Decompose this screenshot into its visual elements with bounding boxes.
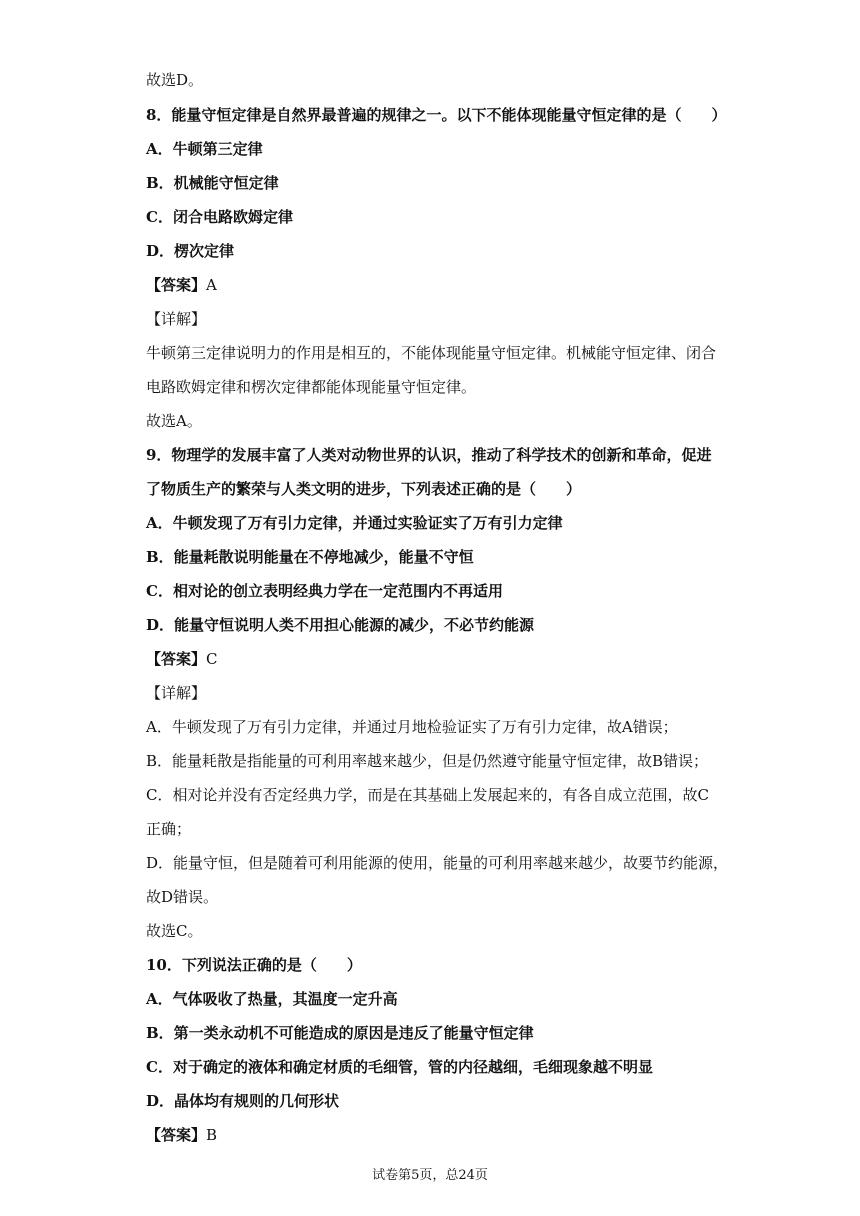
question-8-stem: 8．能量守恒定律是自然界最普遍的规律之一。以下不能体现能量守恒定律的是（ ）: [146, 106, 727, 124]
answer-value: C: [206, 650, 218, 668]
question-10-option-c: C．对于确定的液体和确定材质的毛细管，管的内径越细，毛细现象越不明显: [146, 1058, 653, 1076]
question-8-option-a: A．牛顿第三定律: [146, 140, 263, 158]
text-line: 牛顿第三定律说明力的作用是相互的，不能体现能量守恒定律。机械能守恒定律、闭合: [146, 344, 717, 362]
text-line: D．能量守恒，但是随着可利用能源的使用，能量的可利用率越来越少，故要节约能源，: [146, 854, 729, 872]
answer-label: 【答案】: [146, 276, 207, 294]
question-10-option-d: D．晶体均有规则的几何形状: [146, 1092, 340, 1110]
question-9-option-c: C．相对论的创立表明经典力学在一定范围内不再适用: [146, 582, 503, 600]
question-9-option-d: D．能量守恒说明人类不用担心能源的减少，不必节约能源: [146, 616, 535, 634]
explanation-label: 【详解】: [146, 684, 207, 702]
answer-label: 【答案】: [146, 1126, 207, 1144]
text-line: 电路欧姆定律和楞次定律都能体现能量守恒定律。: [146, 378, 477, 396]
answer-line: [146, 1125, 217, 1145]
answer-value: A: [206, 276, 217, 294]
question-9-option-a: A．牛顿发现了万有引力定律，并通过实验证实了万有引力定律: [146, 514, 563, 532]
question-8-option-c: C．闭合电路欧姆定律: [146, 208, 293, 226]
explanation-label: 【详解】: [146, 310, 207, 328]
answer-line: [146, 649, 218, 669]
answer-line: [146, 275, 217, 295]
question-9-option-b: B．能量耗散说明能量在不停地减少，能量不守恒: [146, 548, 474, 566]
text-line: 故选D。: [146, 71, 204, 89]
question-8-option-b: B．机械能守恒定律: [146, 174, 279, 192]
question-8-option-d: D．楞次定律: [146, 242, 235, 260]
text-line: 正确；: [146, 820, 192, 838]
page-footer: 试卷第5页，总24页: [372, 1168, 488, 1183]
text-line: C．相对论并没有否定经典力学，而是在其基础上发展起来的，有各自成立范围，故C: [146, 786, 709, 804]
text-line: 故D错误。: [146, 888, 219, 906]
question-10-option-b: B．第一类永动机不可能造成的原因是违反了能量守恒定律: [146, 1024, 534, 1042]
question-10-stem: 10．下列说法正确的是（ ）: [146, 956, 362, 974]
answer-value: B: [206, 1126, 218, 1144]
text-line: B．能量耗散是指能量的可利用率越来越少，但是仍然遵守能量守恒定律，故B错误；: [146, 752, 709, 770]
question-9-stem: 了物质生产的繁荣与人类文明的进步，下列表述正确的是（ ）: [146, 480, 582, 498]
text-line: 故选C。: [146, 922, 203, 940]
text-line: A．牛顿发现了万有引力定律，并通过月地检验证实了万有引力定律，故A错误；: [146, 718, 678, 736]
text-line: 故选A。: [146, 412, 202, 430]
question-9-stem: 9．物理学的发展丰富了人类对动物世界的认识，推动了科学技术的创新和革命，促进: [146, 446, 712, 464]
answer-label: 【答案】: [146, 650, 207, 668]
question-10-option-a: A．气体吸收了热量，其温度一定升高: [146, 990, 398, 1008]
